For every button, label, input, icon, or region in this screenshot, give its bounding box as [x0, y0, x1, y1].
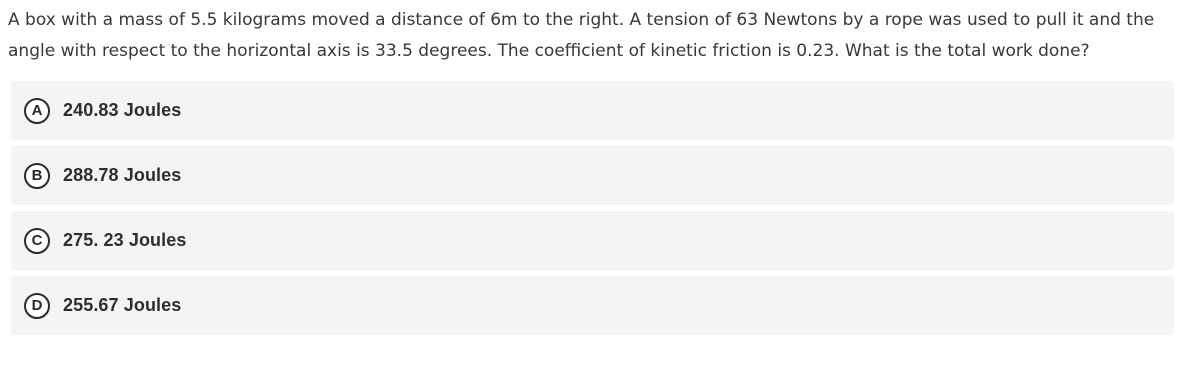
option-label: 275. 23 Joules: [63, 230, 187, 250]
option-letter-badge: C: [24, 228, 50, 254]
option-label: 255.67 Joules: [63, 295, 182, 315]
option-label: 240.83 Joules: [63, 100, 182, 120]
option-c[interactable]: [11, 211, 1174, 270]
option-label: 288.78 Joules: [63, 165, 182, 185]
answer-options: [11, 81, 1174, 341]
question-text: A box with a mass of 5.5 kilograms moved a distance of 6m to the right. A tension of 63 Newtons by a rope was used to pull it and the angle with respect to the horizontal axis is 33.5 degrees. The coefficient of kinetic friction is 0.23. What is the total work done?: [8, 10, 1155, 61]
option-d[interactable]: [11, 276, 1174, 335]
option-a[interactable]: [11, 81, 1174, 140]
option-b[interactable]: [11, 146, 1174, 205]
option-letter-badge: A: [24, 98, 50, 124]
option-letter-badge: D: [24, 293, 50, 319]
option-letter-badge: B: [24, 163, 50, 189]
